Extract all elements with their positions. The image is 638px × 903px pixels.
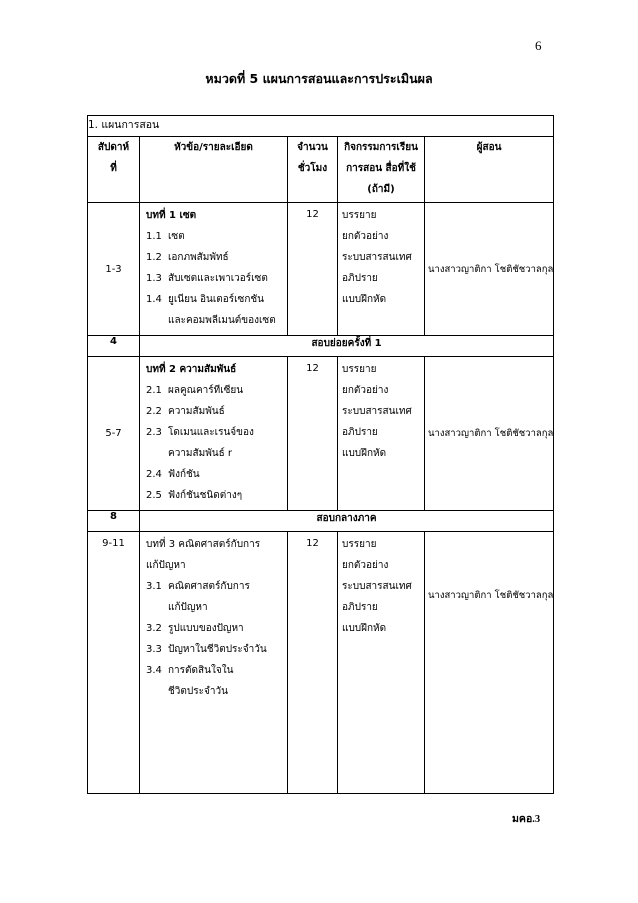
activity-item: ระบบสารสนเทศ [342, 252, 412, 263]
header-row [88, 137, 554, 203]
header-week: สัปดาห์ ที่ [88, 137, 140, 203]
exam-week-cell: 4 [88, 336, 140, 357]
activity-item: อภิปราย [342, 602, 378, 613]
topic-cell [140, 203, 288, 336]
exam-label: สอบย่อยครั้งที่ 1 [140, 336, 554, 357]
activity-item: บรรยาย [342, 364, 377, 375]
topic-cell [140, 357, 288, 511]
section-title: หมวดที่ 5 แผนการสอนและการประเมินผล [205, 71, 433, 86]
week-cell: 9-11 [88, 532, 140, 794]
hours-cell: 12 [288, 532, 338, 794]
topic-item: 1.1 เซต [146, 231, 185, 242]
chapter-title: บทที่ 1 เซต [146, 210, 197, 221]
table-row [88, 203, 554, 336]
teaching-plan-table [87, 115, 554, 794]
activity-item: บรรยาย [342, 210, 377, 221]
week-cell: 1-3 [88, 203, 140, 336]
exam-label: สอบกลางภาค [140, 511, 554, 532]
topic-item: แก้ปัญหา [168, 602, 208, 613]
activity-item: อภิปราย [342, 273, 378, 284]
table-row [88, 357, 554, 511]
activities-cell [338, 203, 425, 336]
chapter-title: บทที่ 2 ความสัมพันธ์ [146, 364, 237, 375]
topic-item: ชีวิตประจำวัน [168, 686, 228, 697]
topic-item: และคอมพลีเมนต์ของเซต [168, 315, 276, 326]
chapter-title: บทที่ 3 คณิตศาสตร์กับการ [146, 539, 261, 550]
activity-item: ระบบสารสนเทศ [342, 581, 412, 592]
footer-code: มคอ.3 [512, 814, 541, 825]
activity-item: ยกตัวอย่าง [342, 231, 389, 242]
activities-cell [338, 357, 425, 511]
activity-item: แบบฝึกหัด [342, 448, 387, 459]
teacher-cell: นางสาวญาติกา โชติชัชวาลกุล [425, 357, 554, 511]
table-row [88, 532, 554, 794]
header-hours: จำนวน ชั่วโมง [288, 137, 338, 203]
header-activities: กิจกรรมการเรียน การสอน สื่อที่ใช้ (ถ้ามี) [338, 137, 425, 203]
page-number: 6 [535, 38, 542, 53]
activity-item: ยกตัวอย่าง [342, 560, 389, 571]
topic-item: 3.3 ปัญหาในชีวิตประจำวัน [146, 644, 267, 655]
activity-item: อภิปราย [342, 427, 378, 438]
topic-item: 1.3 สับเซตและเพาเวอร์เซต [146, 273, 268, 284]
topic-item: 2.3 โดเมนและเรนจ์ของ [146, 427, 254, 438]
exam-row [88, 511, 554, 532]
topic-item: 3.4 การตัดสินใจใน [146, 665, 234, 676]
topic-item: 2.4 ฟังก์ชัน [146, 469, 200, 480]
teacher-cell: นางสาวญาติกา โชติชัชวาลกุล [425, 203, 554, 336]
table-caption-row [88, 116, 554, 137]
topic-item: 2.1 ผลคูณคาร์ทีเซียน [146, 385, 244, 396]
chapter-title: แก้ปัญหา [146, 560, 186, 571]
activity-item: แบบฝึกหัด [342, 623, 387, 634]
table-caption: 1. แผนการสอน [88, 116, 554, 137]
activity-item: ระบบสารสนเทศ [342, 406, 412, 417]
topic-item: ความสัมพันธ์ r [168, 448, 233, 459]
topic-item: 1.2 เอกภพสัมพัทธ์ [146, 252, 229, 263]
topic-cell [140, 532, 288, 794]
exam-row [88, 336, 554, 357]
activities-cell [338, 532, 425, 794]
topic-item: 3.1 คณิตศาสตร์กับการ [146, 581, 250, 592]
hours-cell: 12 [288, 357, 338, 511]
activity-item: แบบฝึกหัด [342, 294, 387, 305]
topic-item: 2.2 ความสัมพันธ์ [146, 406, 225, 417]
activity-item: ยกตัวอย่าง [342, 385, 389, 396]
teacher-cell: นางสาวญาติกา โชติชัชวาลกุล [425, 532, 554, 794]
hours-cell: 12 [288, 203, 338, 336]
topic-item: 2.5 ฟังก์ชันชนิดต่างๆ [146, 490, 243, 501]
header-topic: หัวข้อ/รายละเอียด [140, 137, 288, 203]
week-cell: 5-7 [88, 357, 140, 511]
topic-item: 1.4 ยูเนียน อินเตอร์เซกชัน [146, 294, 265, 305]
topic-item: 3.2 รูปแบบของปัญหา [146, 623, 244, 634]
activity-item: บรรยาย [342, 539, 377, 550]
header-teacher: ผู้สอน [425, 137, 554, 203]
exam-week-cell: 8 [88, 511, 140, 532]
